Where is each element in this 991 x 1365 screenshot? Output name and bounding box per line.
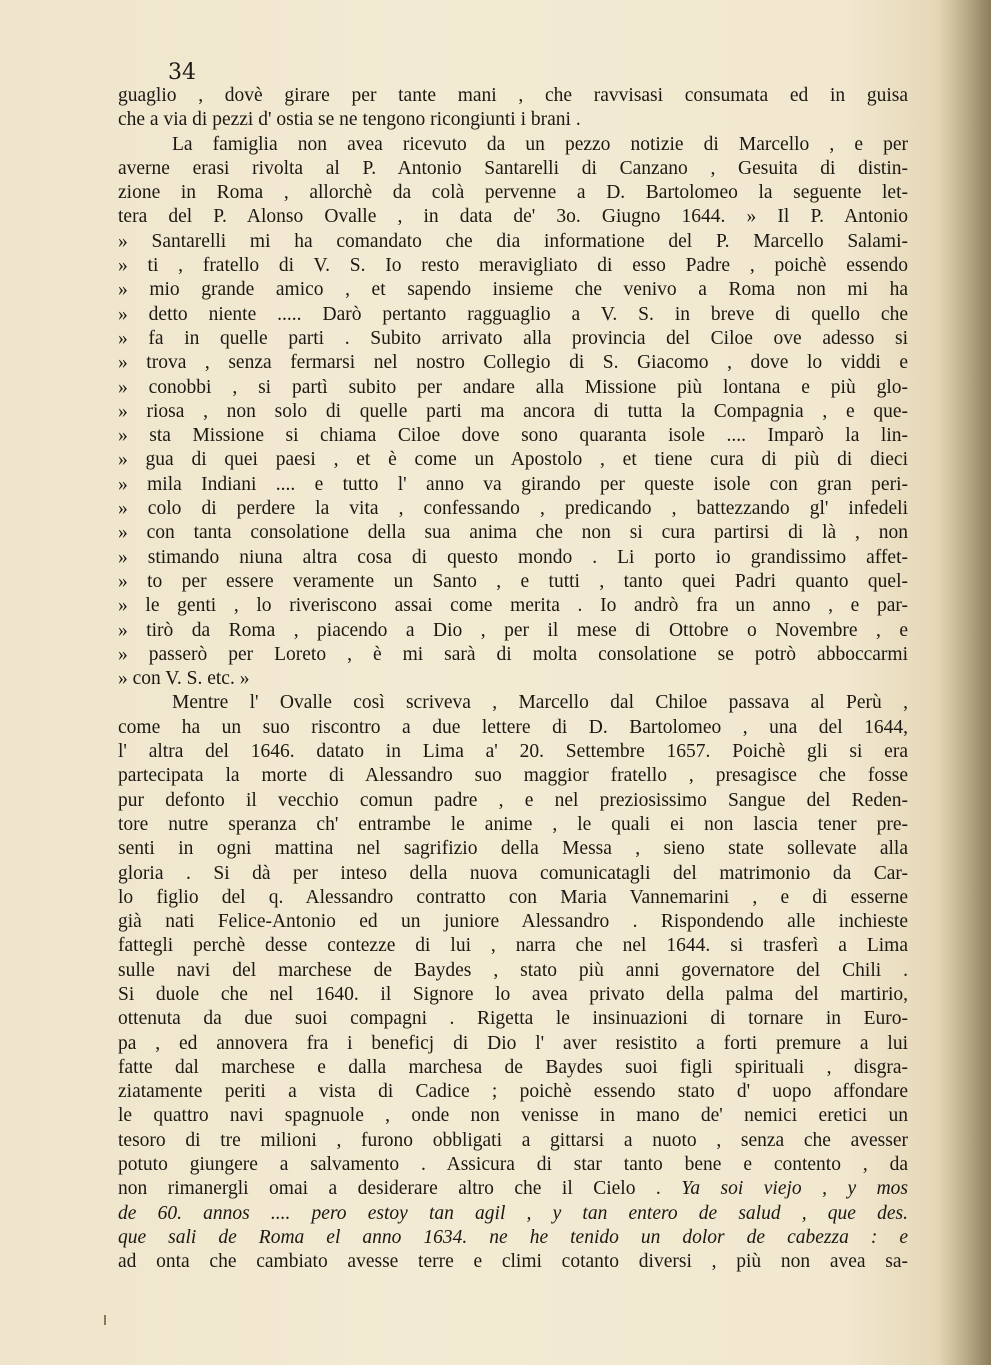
text-line: pa , ed annovera fra i beneficj di Dio l' aver resistito a forti premure a lui	[118, 1032, 908, 1054]
text-line: ottenuta da due suoi compagni . Rigetta le insinuazioni di tornare in Euro-	[118, 1008, 908, 1030]
text-line: » to per essere veramente un Santo , e tutti , tanto quei Padri quanto quel-	[118, 570, 908, 592]
text-line: pur defonto il vecchio comun padre , e nel preziosissimo Sangue del Reden-	[118, 789, 908, 811]
text-line: » mio grande amico , et sapendo insieme che venivo a Roma non mi ha	[118, 279, 908, 301]
text-line: averne erasi rivolta al P. Antonio Santarelli di Canzano , Gesuita di distin-	[118, 157, 908, 179]
text-line	[118, 1177, 908, 1201]
text-line: fattegli perchè desse contezze di lui , narra che nel 1644. si trasferì a Lima	[118, 935, 908, 957]
text-line: come ha un suo riscontro a due lettere di D. Bartolomeo , una del 1644,	[118, 716, 908, 738]
text-line: tore nutre speranza ch' entrambe le anime , le quali ei non lascia tener pre-	[118, 813, 908, 835]
text-line: » passerò per Loreto , è mi sarà di molta consolatione se potrò abboccarmi	[118, 643, 908, 665]
text-line: » le genti , lo riveriscono assai come merita . Io andrò fra un anno , e par-	[118, 595, 908, 617]
text-line: le quattro navi spagnuole , onde non venisse in mano de' nemici eretici un	[118, 1105, 908, 1127]
text-line: » sta Missione si chiama Ciloe dove sono quaranta isole .... Imparò la lin-	[118, 425, 908, 447]
text-line: Mentre l' Ovalle così scriveva , Marcello dal Chiloe passava al Perù ,	[172, 692, 908, 714]
text-line: gloria . Si dà per inteso della nuova comunicatagli del matrimonio da Car-	[118, 862, 908, 884]
text-line: » conobbi , si partì subito per andare alla Missione più lontana e più glo-	[118, 376, 908, 398]
text-line: guaglio , dovè girare per tante mani , che ravvisasi consumata ed in guisa	[118, 85, 908, 106]
text-line: senti in ogni mattina nel sagrifizio della Messa , sieno state sollevate alla	[118, 838, 908, 860]
text-line: ziatamente periti a vista di Cadice ; poichè essendo stato d' uopo affondare	[118, 1081, 908, 1103]
text-line: » stimando niuna altra cosa di questo mondo . Li porto io grandissimo affet-	[118, 546, 908, 568]
page-edge-shadow	[939, 0, 991, 1365]
text-line: » detto niente ..... Darò pertanto ragguaglio a V. S. in breve di quello che	[118, 303, 908, 325]
text-line: tesoro di tre milioni , furono obbligati a gittarsi a nuoto , senza che avesser	[118, 1129, 908, 1151]
spanish-quote-segment: Ya soi viejo , y mos	[681, 1178, 908, 1200]
text-line: che a via di pezzi d' ostia se ne tengono ricongiunti i brani .	[118, 109, 581, 131]
page-text-block	[118, 84, 908, 1275]
spanish-quote-line: que sali de Roma el anno 1634. ne he tenido un dolor de cabezza : e	[118, 1226, 908, 1248]
text-line: lo figlio del q. Alessandro contratto con Maria Vannemarini , e di esserne	[118, 886, 908, 908]
text-line: partecipata la morte di Alessandro suo maggior fratello , presagisce che fosse	[118, 765, 908, 787]
text-line: ad onta che cambiato avesse terre e climi cotanto diversi , più non avea sa-	[118, 1251, 908, 1273]
text-line: » con V. S. etc. »	[118, 668, 250, 690]
page-number: 34	[168, 60, 196, 85]
text-line: » tirò da Roma , piacendo a Dio , per il mese di Ottobre o Novembre , e	[118, 619, 908, 641]
text-line: » fa in quelle parti . Subito arrivato alla provincia del Ciloe ove adesso si	[118, 327, 908, 349]
text-line: La famiglia non avea ricevuto da un pezzo notizie di Marcello , e per	[172, 133, 908, 155]
text-line: potuto giungere a salvamento . Assicura di star tanto bene e contento , da	[118, 1154, 908, 1176]
page-mark	[104, 1315, 106, 1325]
text-line: » Santarelli mi ha comandato che dia informatione del P. Marcello Salami-	[118, 230, 908, 252]
text-segment: non rimanergli omai a desiderare altro che il Cielo .	[118, 1178, 682, 1200]
text-line: » mila Indiani .... e tutto l' anno va girando per queste isole con gran peri-	[118, 473, 908, 495]
text-line: » gua di quei paesi , et è come un Apostolo , et tiene cura di più di dieci	[118, 449, 908, 471]
text-line: Si duole che nel 1640. il Signore lo avea privato della palma del martirio,	[118, 983, 908, 1005]
text-line: » ti , fratello di V. S. Io resto meravigliato di esso Padre , poichè essendo	[118, 255, 908, 277]
spanish-quote-line: de 60. annos .... pero estoy tan agil , y tan entero de salud , que des.	[118, 1202, 908, 1224]
text-line: zione in Roma , allorchè da colà pervenne a D. Bartolomeo la seguente let-	[118, 182, 908, 204]
text-line: sulle navi del marchese de Baydes , stato più anni governatore del Chili .	[118, 959, 908, 981]
text-line: » colo di perdere la vita , confessando , predicando , battezzando gl' infedeli	[118, 498, 908, 520]
text-line: » riosa , non solo di quelle parti ma ancora di tutta la Compagnia , e que-	[118, 400, 908, 422]
text-line: tera del P. Alonso Ovalle , in data de' 3o. Giugno 1644. » Il P. Antonio	[118, 206, 908, 228]
text-line: già nati Felice-Antonio ed un juniore Alessandro . Rispondendo alle inchieste	[118, 911, 908, 933]
text-line: » trova , senza fermarsi nel nostro Collegio di S. Giacomo , dove lo viddi e	[118, 352, 908, 374]
text-line: l' altra del 1646. datato in Lima a' 20. Settembre 1657. Poichè gli si era	[118, 741, 908, 763]
text-line: » con tanta consolatione della sua anima che non si cura partirsi di là , non	[118, 522, 908, 544]
text-line: fatte dal marchese e dalla marchesa de Baydes suoi figli spirituali , disgra-	[118, 1056, 908, 1078]
